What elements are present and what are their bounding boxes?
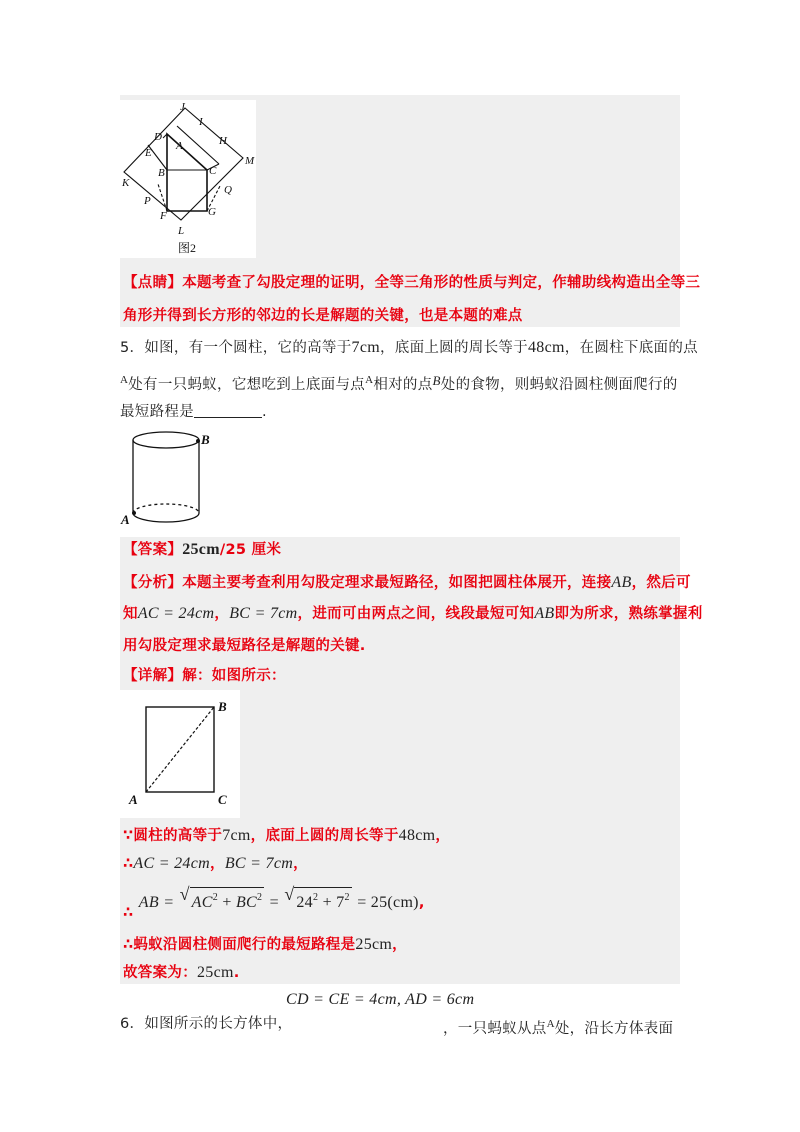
rect-label-C: C: [218, 792, 227, 807]
q5-answer-blank: [194, 403, 262, 418]
q5-number: 5．: [120, 340, 145, 356]
analysis-line-3: [123, 636, 366, 656]
q5-text-3: 最短路程是: [120, 404, 194, 420]
rect-label-A: A: [129, 792, 138, 807]
comment-tag: 【点睛】: [123, 275, 183, 291]
q5-line-2: [120, 370, 678, 395]
q5-text-3-end: .: [262, 404, 267, 420]
q5-height: 7cm: [351, 339, 380, 356]
q6-point-A: A: [546, 1018, 555, 1030]
answer-tag: 【答案】: [123, 542, 183, 558]
detail-text-1: 解：如图所示：: [182, 668, 286, 684]
step1-text-a: ∵圆柱的高等于: [123, 828, 223, 844]
fig2-caption: 图2: [178, 241, 197, 255]
q5-point-A2: A: [365, 374, 374, 386]
q6-line-1b: [443, 1014, 673, 1039]
q6-text-1c: 处，沿长方体表面: [554, 1021, 674, 1037]
q5-point-B: B: [432, 373, 441, 388]
answer-line: [123, 540, 281, 560]
step5-text: 故答案为：: [123, 965, 197, 981]
fig2-label-G: G: [208, 206, 216, 218]
analysis-line-2: [123, 604, 703, 624]
step1-circumference: 48cm: [398, 827, 436, 844]
analysis-AB: AB: [611, 574, 632, 591]
comment-text-1: 本题考查了勾股定理的证明，全等三角形的性质与判定，作辅助线构造出全等三: [182, 275, 701, 291]
rect-label-B: B: [218, 699, 227, 714]
step3-therefore: ∴: [123, 905, 134, 921]
analysis-text-2c: 即为所求，熟练掌握利: [554, 606, 703, 622]
q5-line-3: [120, 402, 267, 422]
q6-number: 6．: [120, 1016, 145, 1032]
cyl-label-A: A: [121, 512, 130, 527]
fig2-label-H: H: [219, 135, 227, 147]
q5-text-2b: 相对的点: [373, 377, 433, 393]
step3-lhs: AB =: [138, 894, 175, 911]
fig2-label-C: C: [209, 165, 217, 177]
q6-formula: [286, 990, 474, 1010]
q6-text-1b: ，一只蚂蚁从点: [443, 1021, 547, 1037]
analysis-tag: 【分析】: [123, 575, 183, 591]
figure2: [120, 100, 256, 258]
rect-svg: [120, 690, 240, 818]
detail-tag: 【详解】: [123, 668, 183, 684]
step5-end: .: [233, 965, 240, 981]
step4-end: ，: [392, 937, 407, 953]
fig2-label-K: K: [122, 177, 130, 189]
answer-alt: /25 厘米: [219, 542, 282, 558]
step3-eq: =: [269, 894, 279, 911]
step2-sep: ，: [210, 856, 225, 872]
fig2-label-I: I: [199, 116, 203, 128]
fig2-label-M: M: [245, 155, 255, 167]
analysis-line-1: [123, 573, 691, 593]
step4-text: ∴蚂蚁沿圆柱侧面爬行的最短路程是: [123, 937, 356, 953]
step-5: [123, 963, 240, 983]
cylinder-figure: [116, 426, 216, 530]
q5-line-1: [120, 338, 698, 358]
fig2-label-E: E: [145, 147, 152, 159]
q5-circumference: 48cm: [527, 339, 565, 356]
step3-end: ,: [418, 895, 425, 911]
fig2-label-P: P: [144, 195, 151, 207]
analysis-text-3: 用勾股定理求最短路径是解题的关键.: [123, 638, 366, 654]
q5-text-2a: 处有一只蚂蚁，它想吃到上底面与点: [128, 377, 366, 393]
q5-point-A: A: [120, 374, 129, 386]
analysis-AB2: AB: [534, 605, 555, 622]
answer-value: 25cm: [182, 541, 220, 558]
fig2-label-J: J: [180, 101, 185, 113]
step2-AC: AC = 24cm: [133, 855, 210, 872]
step2-end: ，: [293, 856, 308, 872]
unfolded-rect-figure: [120, 690, 240, 818]
q5-text-1d: ，在圆柱下底面的点: [564, 340, 698, 356]
q5-text-2c: 处的食物，则蚂蚁沿圆柱侧面爬行的: [440, 377, 678, 393]
step-3: [123, 884, 425, 921]
q6-line-1: [120, 1014, 292, 1034]
fig2-label-Q: Q: [224, 184, 232, 196]
fig2-label-A: A: [176, 140, 183, 152]
q6-text-1a: 如图所示的长方体中，: [144, 1016, 293, 1032]
cyl-label-B: B: [201, 432, 210, 447]
analysis-BC: BC = 7cm: [229, 605, 298, 622]
fig2-label-L: L: [178, 225, 185, 237]
analysis-text-1b: ，然后可: [631, 575, 691, 591]
q5-text-1a: 如图，有一个圆柱，它的高等于: [144, 340, 352, 356]
fig2-label-B: B: [158, 167, 165, 179]
step3-sqrt-1: √ $AC^2 + BC^2$: [179, 884, 263, 911]
analysis-text-2a: 知: [123, 606, 138, 622]
step3-rhs: = 25(cm): [357, 894, 419, 911]
cylinder-svg: [116, 426, 216, 530]
step1-height: 7cm: [222, 827, 251, 844]
comment-text-2: 角形并得到长方形的邻边的长是解题的关键，也是本题的难点: [123, 308, 523, 324]
step-4: [123, 935, 407, 955]
analysis-AC: AC = 24cm: [137, 605, 215, 622]
fig2-label-F: F: [160, 210, 167, 222]
detail-line-1: [123, 666, 286, 686]
step5-value: 25cm: [197, 964, 234, 981]
step1-text-b: ，底面上圆的周长等于: [250, 828, 399, 844]
comment-line-2: [123, 306, 523, 326]
step2-BC: BC = 7cm: [224, 855, 294, 872]
analysis-sep: ，: [214, 606, 230, 622]
step2-therefore: ∴: [123, 856, 134, 872]
analysis-text-2b: ，进而可由两点之间，线段最短可知: [297, 606, 535, 622]
step-1: [123, 826, 450, 846]
step1-text-d: ，: [435, 828, 451, 844]
step4-value: 25cm: [355, 936, 393, 953]
analysis-text-1: 本题主要考查利用勾股定理求最短路径，如图把圆柱体展开，连接: [182, 575, 612, 591]
step-2: [123, 854, 308, 874]
q6-formula-text: CD = CE = 4cm, AD = 6cm: [286, 991, 475, 1008]
comment-line-1: [123, 273, 700, 293]
step3-sqrt-2: √ $24^2 + 7^2$: [284, 884, 350, 911]
figure2-svg: [120, 100, 256, 258]
q5-text-1b: ，底面上圆的周长等于: [379, 340, 528, 356]
fig2-label-D: D: [154, 131, 162, 143]
